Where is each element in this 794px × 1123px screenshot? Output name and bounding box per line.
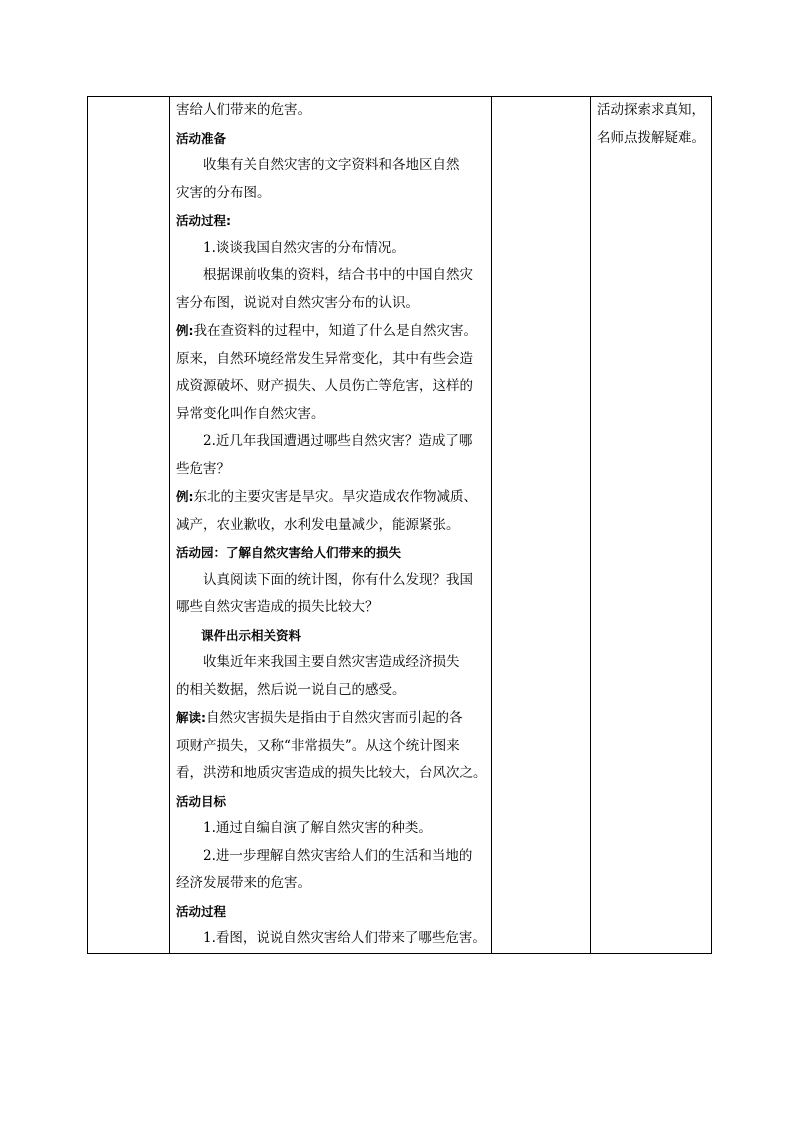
- line-body: 我在查资料的过程中，知道了什么是自然灾害。: [193, 323, 477, 339]
- text-line: 原来，自然环境经常发生异常变化，其中有些会造: [176, 350, 473, 367]
- text-line: 看，洪涝和地质灾害造成的损失比较大，台风次之。: [176, 765, 486, 781]
- text-line: 活动目标: [176, 793, 227, 809]
- text-line: 哪些自然灾害造成的损失比较大？: [176, 599, 379, 615]
- text-line: 经济发展带来的危害。: [176, 875, 311, 891]
- line-lead-label: 解读:: [176, 710, 206, 725]
- note-line: 名师点拨解疑难。: [597, 129, 705, 146]
- line-lead-label: 例:: [176, 489, 194, 504]
- text-line: 活动过程:: [176, 213, 231, 228]
- text-line: 2.进一步理解自然灾害给人们的生活和当地的: [203, 847, 473, 864]
- text-line: 灾害的分布图。: [176, 184, 271, 201]
- text-line: 认真阅读下面的统计图，你有什么发现？我国: [203, 571, 473, 588]
- text-line: 害分布图，说说对自然灾害分布的认识。: [176, 294, 419, 311]
- line-body: 自然灾害损失是指由于自然灾害而引起的各: [206, 710, 463, 726]
- text-line: [176, 317, 486, 346]
- text-line: 活动园：了解自然灾害给人们带来的损失: [176, 545, 402, 560]
- line-body: 东北的主要灾害是旱灾。旱灾造成农作物减质、: [193, 489, 477, 505]
- text-line: 收集近年来我国主要自然灾害造成经济损失: [203, 654, 460, 670]
- text-line: 1.通过自编自演了解自然灾害的种类。: [203, 820, 432, 836]
- text-line: [176, 704, 486, 733]
- table-cell-student-activity: [492, 97, 591, 954]
- lesson-plan-table: [87, 96, 712, 954]
- text-line: [176, 483, 486, 512]
- text-line: 些危害？: [176, 460, 230, 477]
- text-line: 害给人们带来的危害。: [176, 102, 311, 118]
- text-line: 减产，农业歉收，水利发电量减少，能源紧张。: [176, 516, 460, 533]
- teaching-process-text: [170, 97, 491, 953]
- text-line: 成资源破坏、财产损失、人员伤亡等危害，这样的: [176, 378, 473, 394]
- text-line: 根据课前收集的资料，结合书中的中国自然灾: [203, 267, 473, 283]
- text-line: 1.看图，说说自然灾害给人们带来了哪些危害。: [203, 930, 486, 946]
- table-cell-left-margin: [88, 97, 170, 954]
- text-line: 异常变化叫作自然灾害。: [176, 405, 325, 422]
- design-notes-text: [591, 97, 711, 152]
- text-line: 2.近几年我国遭遇过哪些自然灾害？造成了哪: [203, 433, 473, 449]
- note-line: 活动探索求真知，: [597, 102, 705, 118]
- text-line: 活动准备: [176, 130, 227, 146]
- table-cell-design-notes: [591, 97, 712, 954]
- table-cell-teaching-process: [170, 97, 492, 954]
- text-line: 活动过程: [176, 903, 227, 919]
- text-line: 项财产损失，又称“非常损失”。从这个统计图来: [176, 737, 460, 754]
- text-line: 收集有关自然灾害的文字资料和各地区自然: [203, 157, 460, 173]
- text-line: 1.谈谈我国自然灾害的分布情况。: [203, 239, 405, 256]
- line-lead-label: 例:: [176, 323, 194, 338]
- text-line: 的相关数据，然后说一说自己的感受。: [176, 681, 406, 698]
- table-row: [88, 97, 712, 954]
- text-line: 课件出示相关资料: [201, 627, 302, 643]
